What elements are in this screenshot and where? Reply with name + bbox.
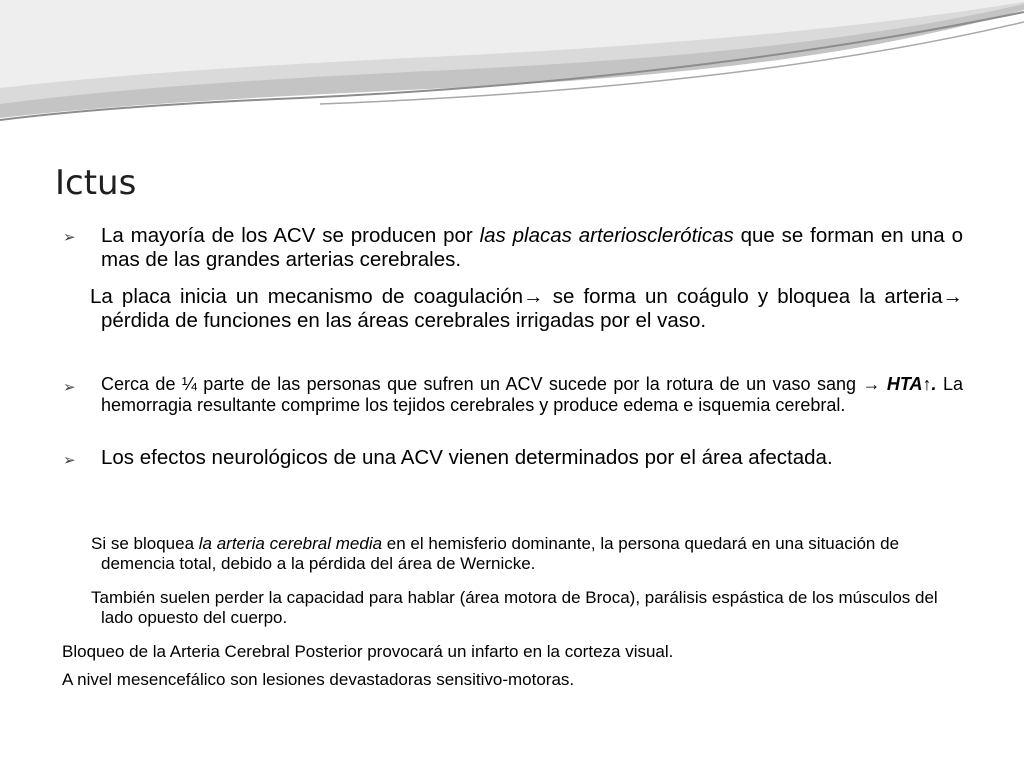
paragraph-coagulacion: La placa inicia un mecanismo de coagulación→ se forma un coágulo y bloquea la arteria→ pérdida de funciones en las áreas cerebrales irrigadas por el vaso. [90, 285, 963, 333]
paragraph-acv-placas [101, 224, 963, 272]
bullet-arrow-icon: ➢ [63, 229, 76, 246]
header-wave-decoration [0, 0, 1024, 140]
paragraph-hemorragia [101, 374, 963, 416]
text-segment: La hemorragia resultante comprime los tejidos cerebrales y produce edema e isquemia cerebral. [101, 374, 963, 416]
text-segment: que se forman en una o mas de las grandes arterias cerebrales. [101, 224, 963, 272]
paragraph-arteria-posterior: Bloqueo de la Arteria Cerebral Posterior provocará un infarto en la corteza visual. [62, 642, 674, 661]
text-segment: Cerca de ¼ parte de las personas que sufren un ACV sucede por la rotura de un vaso sang → [101, 374, 887, 394]
slide-title: Ictus [55, 163, 137, 203]
paragraph-broca: También suelen perder la capacidad para hablar (área motora de Broca), parálisis espástica de los músculos del lado opuesto del cuerpo. [91, 588, 938, 628]
text-emphasis: la arteria cerebral media [198, 534, 383, 553]
text-segment: Si se bloquea [91, 534, 199, 553]
bullet-arrow-icon: ➢ [63, 379, 76, 396]
bullet-arrow-icon: ➢ [63, 452, 76, 469]
text-segment: en el hemisferio dominante, la persona quedará en una situación de demencia total, debido a la pérdida del área de Wernicke. [101, 534, 900, 574]
text-emphasis: las placas arterioscleróticas [479, 224, 734, 247]
paragraph-arteria-media [91, 534, 963, 574]
paragraph-efectos: Los efectos neurológicos de una ACV vienen determinados por el área afectada. [101, 446, 833, 469]
text-segment: La mayoría de los ACV se producen por [101, 224, 480, 247]
paragraph-mesencefalico: A nivel mesencefálico son lesiones devastadoras sensitivo-motoras. [62, 670, 575, 689]
text-emphasis: HTA↑. [886, 374, 937, 394]
